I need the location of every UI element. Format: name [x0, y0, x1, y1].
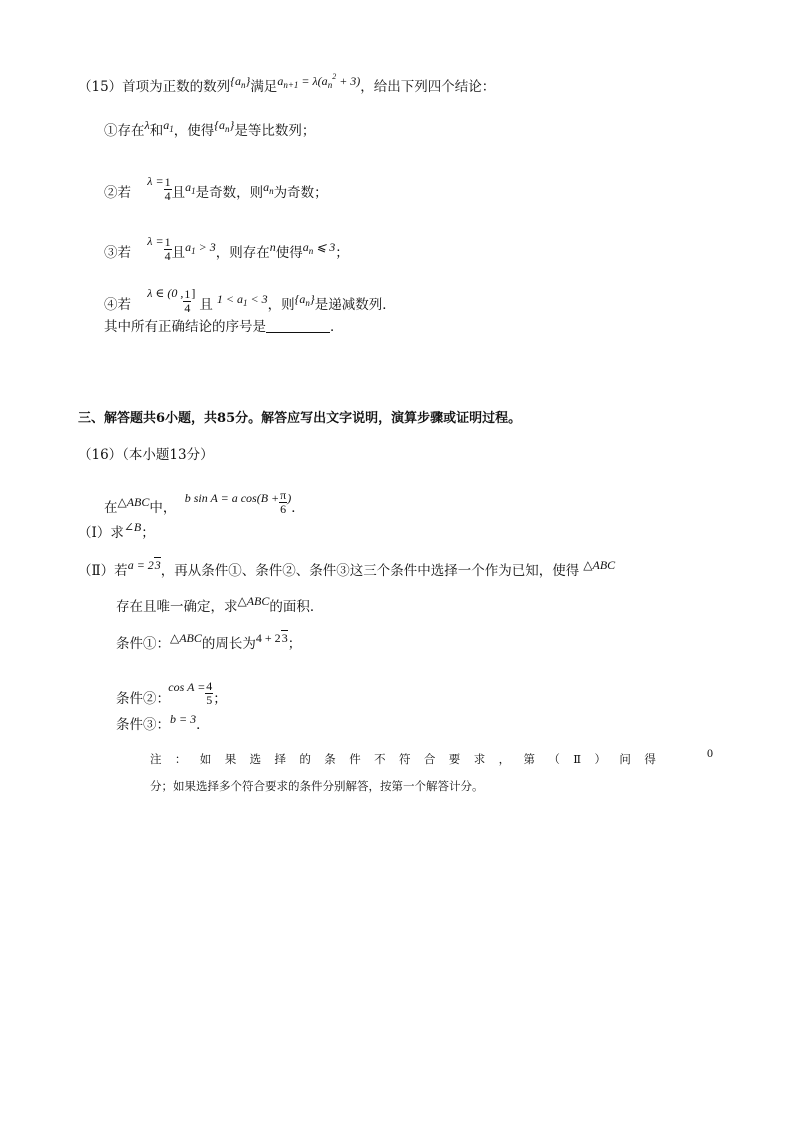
c4-cond-right: < 3 — [247, 292, 268, 306]
p2-a: a = 2 — [127, 558, 154, 572]
cond1-val: 4 + 2 — [255, 631, 281, 645]
c2-a: a — [185, 180, 192, 194]
note-text-1: 注：如果选择的条件不符合要求，第（Ⅱ）问得 — [150, 752, 670, 766]
sequence-symbol — [230, 74, 250, 88]
c3-n: n — [269, 240, 276, 254]
c4-frac-den: 4 — [184, 301, 191, 315]
c4-frac-num: 1 — [184, 287, 191, 301]
condition-2 — [116, 679, 227, 713]
frac-num: 1 — [164, 175, 171, 189]
c1-seq-open: {a — [214, 118, 226, 132]
note-line-2: 分；如果选择多个符合要求的条件分别解答，按第一个解答计分。 — [150, 779, 484, 793]
q15-stem — [78, 72, 496, 98]
c2-lambda: λ = — [147, 174, 164, 188]
c3-tail: ； — [335, 245, 349, 261]
q16-given — [104, 488, 305, 522]
c4-seq-sub: n — [305, 298, 310, 308]
q15-stem-text: （15）首项为正数的数列 — [78, 79, 231, 95]
cond1-mid: 的周长为 — [201, 636, 256, 652]
rec-a: a — [277, 74, 284, 88]
c2-an — [263, 180, 274, 194]
q15-conclusion-2 — [104, 174, 328, 207]
c4-a-sub: 1 — [242, 298, 248, 308]
p1-end: ； — [141, 525, 155, 541]
ask-end: ． — [330, 319, 344, 335]
q15-stem-suffix: ，给出下列四个结论： — [360, 79, 496, 95]
rec-sup: 2 — [332, 72, 337, 81]
c3-a: a — [185, 240, 192, 254]
seq-sub: n — [241, 80, 246, 90]
c4-tail: 是递减数列． — [314, 297, 396, 313]
rec-tail: + 3) — [336, 74, 361, 88]
c3-lambda: λ = — [147, 234, 164, 248]
c1-seq-close: } — [229, 118, 235, 132]
q16-part-1 — [78, 520, 155, 542]
cond2-frac — [205, 680, 213, 707]
c1-lambda: λ — [144, 118, 150, 132]
rec-eq: = λ(a — [298, 74, 328, 88]
q15-ask — [104, 318, 344, 336]
cond1-value — [256, 631, 288, 645]
p2-text: ，再从条件①、条件②、条件③这三个条件中选择一个作为已知，使得 — [160, 563, 580, 579]
q15-conclusion-4 — [104, 286, 396, 319]
cond2-num: 4 — [206, 679, 213, 693]
c4-label: ④若 — [104, 297, 131, 313]
c3-frac-num: 1 — [164, 235, 171, 249]
c4-mid: ，则 — [267, 297, 295, 313]
c4-bracket: ] — [191, 286, 196, 300]
c3-frac-den: 4 — [164, 249, 171, 263]
c1-label: ①存在 — [104, 123, 145, 139]
angle-b: ∠B — [123, 520, 142, 534]
c1-mid: ，使得 — [173, 123, 215, 139]
p2-a-value — [128, 558, 161, 572]
q15-conclusion-1 — [104, 118, 316, 141]
ask-text: 其中所有正确结论的序号是 — [104, 319, 266, 335]
c4-seq-close: } — [309, 292, 315, 306]
cond3-label: 条件③： — [116, 717, 170, 733]
cond1-sqrt: 3 — [281, 631, 288, 645]
c3-cond2 — [303, 240, 336, 254]
pi-over-six — [279, 489, 287, 516]
c2-frac — [164, 176, 172, 203]
note-zero: 0 — [707, 746, 713, 760]
c1-a-sub: 1 — [169, 124, 174, 134]
frac-den: 4 — [164, 189, 171, 203]
c4-cond-left: 1 < a — [216, 292, 243, 306]
p2-sqrt: 3 — [154, 558, 161, 572]
c3-an-sub: n — [308, 246, 314, 256]
c1-seq — [214, 118, 234, 132]
c1-and: 和 — [149, 123, 164, 139]
cond1-triangle: △ABC — [170, 631, 202, 645]
note-line-1 — [150, 750, 669, 768]
p2-label: （Ⅱ）若 — [78, 563, 128, 579]
c2-a-sub: 1 — [191, 186, 196, 196]
eq-end: ． — [291, 500, 305, 516]
c1-a1 — [163, 118, 174, 132]
p2-triangle: △ABC — [583, 558, 616, 572]
c2-an-a: a — [263, 180, 270, 194]
c1-seq-sub: n — [225, 124, 230, 134]
seq-open: {a — [230, 74, 241, 88]
cond2-label: 条件②： — [116, 691, 170, 707]
cond2-den: 5 — [206, 693, 213, 707]
c4-seq — [295, 292, 315, 306]
eq-right: ) — [287, 491, 292, 505]
c2-mid: 是奇数，则 — [195, 185, 264, 201]
c3-cond — [185, 240, 216, 254]
cond2-end: ； — [213, 691, 227, 707]
p2-line2-a: 存在且唯一确定，求 — [116, 599, 238, 615]
c3-an: a — [302, 240, 309, 254]
recurrence-formula — [277, 74, 360, 88]
in-label: 在 — [104, 500, 118, 516]
c1-tail: 是等比数列； — [234, 123, 316, 139]
c3-mid2: 使得 — [275, 245, 303, 261]
c2-tail: 为奇数； — [273, 185, 328, 201]
rec-sub2: n — [327, 80, 333, 90]
c2-an-sub: n — [269, 186, 274, 196]
c4-lambda-in: λ ∈ (0 , — [147, 286, 184, 300]
q16-part-2-cont — [116, 594, 324, 616]
cond1-label: 条件①： — [116, 636, 170, 652]
q16-part-2 — [78, 558, 616, 580]
c3-and: 且 — [171, 245, 186, 261]
c2-label: ②若 — [104, 185, 131, 201]
pi-num: π — [280, 488, 287, 502]
q15-conclusion-3 — [104, 234, 349, 267]
c4-and: 且 — [199, 297, 213, 313]
c3-le: ⩽ 3 — [313, 240, 336, 254]
q15-stem-mid: 满足 — [250, 79, 278, 95]
seq-close: } — [245, 74, 251, 88]
c2-and: 且 — [171, 185, 186, 201]
c4-cond — [217, 292, 268, 306]
rec-sub: n+1 — [283, 80, 299, 90]
answer-blank[interactable] — [266, 318, 330, 333]
p2-line2-b: 的面积． — [269, 599, 324, 615]
c3-mid: ，则存在 — [215, 245, 270, 261]
cond1-end: ； — [287, 636, 302, 652]
c3-gt: > 3 — [195, 240, 216, 254]
p1-label: （Ⅰ）求 — [78, 525, 124, 541]
cond3-end: ． — [196, 717, 210, 733]
c3-a-sub: 1 — [191, 246, 196, 256]
cond3-expr: b = 3 — [170, 712, 197, 726]
condition-1 — [116, 631, 302, 653]
c3-label: ③若 — [104, 245, 131, 261]
triangle-abc: △ABC — [117, 495, 150, 509]
p2-line2-triangle: △ABC — [237, 594, 270, 608]
q16-header: （16）（本小题13分） — [78, 447, 214, 463]
cond2-expr: cos A = — [168, 680, 206, 694]
eq-left: b sin A = a cos(B + — [184, 491, 280, 505]
six-den: 6 — [280, 502, 287, 516]
c1-a: a — [163, 118, 170, 132]
section-3-heading: 三、解答题共6小题，共85分。解答应写出文字说明，演算步骤或证明过程。 — [78, 411, 522, 426]
in-mid: 中， — [149, 500, 177, 516]
c3-frac — [164, 236, 172, 263]
c4-seq-open: {a — [294, 292, 306, 306]
c2-a1 — [185, 180, 196, 194]
condition-3 — [116, 712, 210, 734]
